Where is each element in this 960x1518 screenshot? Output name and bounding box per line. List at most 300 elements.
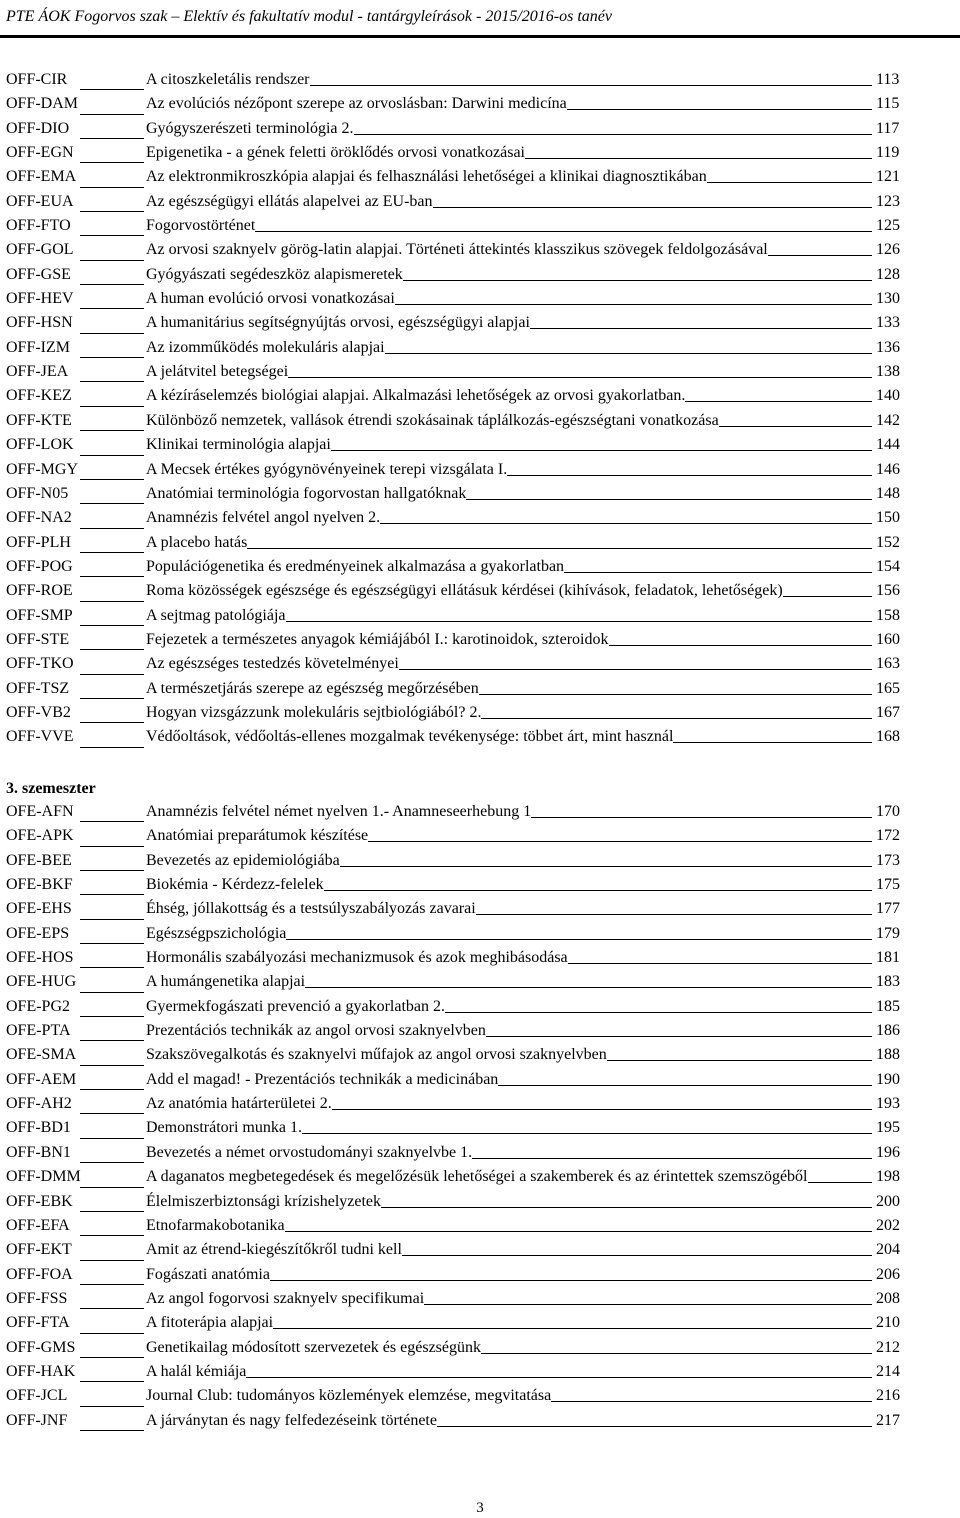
code-leader-line — [80, 576, 144, 577]
course-title: Hogyan vizsgázzunk molekuláris sejtbiológiából? 2. — [146, 703, 482, 721]
toc-entry — [0, 1192, 960, 1216]
course-code: OFE-AFN — [6, 803, 74, 820]
page-ref: 198 — [876, 1168, 900, 1186]
code-leader-line — [80, 235, 144, 236]
course-code: OFF-BN1 — [6, 1143, 71, 1161]
title-leader-line — [286, 939, 872, 940]
toc-entry — [0, 948, 960, 972]
page-ref: 193 — [876, 1095, 900, 1113]
page-ref: 121 — [876, 168, 900, 186]
toc-entry — [0, 727, 960, 751]
course-code: OFF-EKT — [6, 1241, 72, 1259]
toc-entry — [0, 1070, 960, 1094]
toc-entry — [0, 1265, 960, 1289]
page-ref: 115 — [876, 95, 900, 113]
code-leader-line — [80, 406, 144, 407]
title-leader-line — [564, 572, 872, 573]
course-title-cell — [146, 1192, 872, 1212]
page-ref: 172 — [876, 827, 900, 845]
page-ref: 200 — [876, 1192, 900, 1210]
course-code: OFF-PLH — [6, 533, 71, 551]
title-leader-line — [246, 1377, 872, 1378]
toc-entry — [0, 119, 960, 143]
course-title: Fogorvostörténet — [146, 217, 256, 235]
page-ref: 136 — [876, 338, 900, 356]
course-title-cell — [146, 924, 872, 944]
course-title-cell — [146, 1143, 872, 1163]
toc-entry — [0, 654, 960, 678]
title-leader-line — [273, 1328, 872, 1329]
code-leader-line — [80, 528, 144, 529]
course-title-cell — [146, 1216, 872, 1236]
code-leader-line — [80, 187, 144, 188]
title-leader-line — [437, 1426, 872, 1427]
course-title: A humanitárius segítségnyújtás orvosi, egészségügyi alapjai — [146, 314, 530, 332]
course-title: Epigenetika - a gének feletti öröklődés orvosi vonatkozásai — [146, 144, 525, 162]
course-title-cell — [146, 703, 872, 723]
course-code: OFF-AH2 — [6, 1095, 72, 1113]
course-title: A természetjárás szerepe az egészség megőrzésében — [146, 679, 479, 697]
toc-entry — [0, 1289, 960, 1313]
course-title-cell — [146, 581, 872, 601]
course-title: Prezentációs technikák az angol orvosi szaknyelvben — [146, 1022, 486, 1040]
course-title-cell — [146, 411, 872, 431]
code-leader-line — [80, 722, 144, 723]
code-leader-line — [80, 1235, 144, 1236]
semester-heading: 3. szemeszter — [6, 780, 96, 797]
page-ref: 195 — [876, 1119, 900, 1137]
code-leader-line — [80, 870, 144, 871]
header-rule — [0, 35, 960, 38]
code-leader-line — [80, 1211, 144, 1212]
code-leader-line — [80, 894, 144, 895]
code-leader-line — [80, 1308, 144, 1309]
course-title: Gyógyászati segédeszköz alapismeretek — [146, 265, 403, 283]
title-leader-line — [808, 1182, 873, 1183]
toc-entry — [0, 679, 960, 703]
course-title-cell — [146, 1338, 872, 1358]
code-leader-line — [80, 1430, 144, 1431]
toc-entry — [0, 70, 960, 94]
course-title: Amit az étrend-kiegészítőkről tudni kell — [146, 1241, 402, 1259]
title-leader-line — [525, 158, 872, 159]
code-leader-line — [80, 821, 144, 822]
title-leader-line — [481, 1353, 872, 1354]
title-leader-line — [472, 1158, 872, 1159]
course-title-cell — [146, 435, 872, 455]
toc-entry — [0, 1021, 960, 1045]
code-leader-line — [80, 919, 144, 920]
title-leader-line — [530, 328, 872, 329]
page-ref: 125 — [876, 217, 900, 235]
course-title: Fogászati anatómia — [146, 1265, 270, 1283]
course-title-cell — [146, 533, 872, 553]
title-leader-line — [247, 548, 872, 549]
course-code: OFF-JCL — [6, 1387, 68, 1405]
title-leader-line — [368, 841, 872, 842]
title-leader-line — [310, 85, 873, 86]
course-code: OFF-DIO — [6, 119, 70, 137]
course-code: OFE-HUG — [6, 973, 77, 991]
course-title-cell — [146, 1118, 872, 1138]
course-title-cell — [146, 1313, 872, 1333]
course-title: Etnofarmakobotanika — [146, 1216, 285, 1234]
course-title: Az egészséges testedzés követelményei — [146, 655, 399, 673]
toc-entry — [0, 265, 960, 289]
code-leader-line — [80, 479, 144, 480]
toc-entry — [0, 240, 960, 264]
code-leader-line — [80, 967, 144, 968]
course-code: OFF-EMA — [6, 168, 77, 186]
page-ref: 128 — [876, 265, 900, 283]
course-title-cell — [146, 484, 872, 504]
course-code: OFF-VVE — [6, 728, 74, 746]
code-leader-line — [80, 846, 144, 847]
title-leader-line — [285, 1231, 872, 1232]
course-title: Genetikailag módosított szervezetek és egészségünk — [146, 1338, 481, 1356]
course-title-cell — [146, 167, 872, 187]
course-title: Az evolúciós nézőpont szerepe az orvoslásban: Darwini medicína — [146, 95, 567, 113]
course-code: OFF-IZM — [6, 338, 71, 356]
title-leader-line — [380, 523, 872, 524]
course-title: Az izomműködés molekuláris alapjai — [146, 338, 385, 356]
page-ref: 158 — [876, 606, 900, 624]
course-title: A halál kémiája — [146, 1362, 247, 1380]
title-leader-line — [332, 1109, 872, 1110]
toc-entry — [0, 533, 960, 557]
toc-entry — [0, 875, 960, 899]
code-leader-line — [80, 1065, 144, 1066]
course-title-cell — [146, 1070, 872, 1090]
toc-entry — [0, 1167, 960, 1191]
title-leader-line — [531, 817, 872, 818]
course-code: OFF-TSZ — [6, 679, 70, 697]
title-leader-line — [719, 426, 872, 427]
course-code: OFF-ROE — [6, 582, 73, 600]
course-title: Anamnézis felvétel angol nyelven 2. — [146, 509, 381, 527]
page-ref: 202 — [876, 1216, 900, 1234]
title-leader-line — [466, 499, 872, 500]
toc-entry — [0, 1143, 960, 1167]
title-leader-line — [568, 963, 872, 964]
page-ref: 208 — [876, 1289, 900, 1307]
course-title-cell — [146, 1265, 872, 1285]
code-leader-line — [80, 747, 144, 748]
course-title-cell — [146, 1386, 872, 1406]
course-title-cell — [146, 508, 872, 528]
course-title: Demonstrátori munka 1. — [146, 1119, 302, 1137]
title-leader-line — [270, 1280, 872, 1281]
course-title-cell — [146, 630, 872, 650]
page-ref: 138 — [876, 363, 900, 381]
toc-entry — [0, 289, 960, 313]
title-leader-line — [424, 1304, 872, 1305]
toc-entry — [0, 362, 960, 386]
course-title-cell — [146, 1289, 872, 1309]
title-leader-line — [768, 255, 872, 256]
course-code: OFE-BKF — [6, 876, 73, 894]
course-code: OFF-DMM — [6, 1168, 81, 1186]
title-leader-line — [783, 596, 872, 597]
code-leader-line — [80, 1016, 144, 1017]
course-title-cell — [146, 1240, 872, 1260]
page-ref: 181 — [876, 949, 900, 967]
course-code: OFF-KTE — [6, 411, 72, 429]
code-leader-line — [80, 455, 144, 456]
title-leader-line — [551, 1401, 872, 1402]
toc-entry — [0, 338, 960, 362]
title-leader-line — [685, 401, 872, 402]
toc-entry — [0, 1362, 960, 1386]
course-title-cell — [146, 70, 872, 90]
title-leader-line — [402, 1255, 872, 1256]
course-code: OFF-FTA — [6, 1314, 70, 1332]
course-code: OFE-PG2 — [6, 997, 71, 1015]
toc-entry — [0, 703, 960, 727]
page-ref: 165 — [876, 679, 900, 697]
code-leader-line — [80, 430, 144, 431]
title-leader-line — [305, 987, 872, 988]
course-title: Roma közösségek egészsége és egészségügyi ellátásuk kérdései (kihívások, feladatok, lehetőségek) — [146, 582, 783, 600]
page-ref: 217 — [876, 1411, 900, 1429]
course-code: OFF-STE — [6, 630, 70, 648]
page-ref: 154 — [876, 557, 900, 575]
course-code: OFF-AEM — [6, 1070, 77, 1088]
page-ref: 188 — [876, 1046, 900, 1064]
course-title-cell — [146, 851, 872, 871]
code-leader-line — [80, 381, 144, 382]
course-title-cell — [146, 1045, 872, 1065]
code-leader-line — [80, 1260, 144, 1261]
code-leader-line — [80, 1089, 144, 1090]
page-ref: 144 — [876, 436, 900, 454]
course-title-cell — [146, 362, 872, 382]
course-code: OFF-SMP — [6, 606, 73, 624]
page-ref: 173 — [876, 851, 900, 869]
toc-entry — [0, 386, 960, 410]
code-leader-line — [80, 649, 144, 650]
course-title-cell — [146, 119, 872, 139]
page-ref: 186 — [876, 1022, 900, 1040]
code-leader-line — [80, 943, 144, 944]
page-ref: 177 — [876, 900, 900, 918]
page-ref: 117 — [876, 119, 900, 137]
page-ref: 152 — [876, 533, 900, 551]
toc-entry — [0, 411, 960, 435]
toc-entry — [0, 143, 960, 167]
course-title: Klinikai terminológia alapjai — [146, 436, 331, 454]
course-title: A citoszkeletális rendszer — [146, 71, 310, 88]
page-ref: 160 — [876, 630, 900, 648]
toc-entry — [0, 1118, 960, 1142]
title-leader-line — [498, 1085, 872, 1086]
page-ref: 150 — [876, 509, 900, 527]
course-title-cell — [146, 216, 872, 236]
course-title: Add el magad! - Prezentációs technikák a medicinában — [146, 1070, 499, 1088]
course-code: OFF-GMS — [6, 1338, 76, 1356]
title-leader-line — [433, 207, 872, 208]
course-code: OFF-FOA — [6, 1265, 73, 1283]
course-title-cell — [146, 557, 872, 577]
course-code: OFF-POG — [6, 557, 73, 575]
page-ref: 190 — [876, 1070, 900, 1088]
course-code: OFF-NA2 — [6, 509, 72, 527]
code-leader-line — [80, 162, 144, 163]
course-code: OFF-DAM — [6, 95, 79, 113]
page-ref: 156 — [876, 582, 900, 600]
course-title: Az elektronmikroszkópia alapjai és felhasználási lehetőségei a klinikai diagnosztikában — [146, 168, 707, 186]
code-leader-line — [80, 114, 144, 115]
code-leader-line — [80, 357, 144, 358]
course-title-cell — [146, 654, 872, 674]
course-code: OFF-EGN — [6, 144, 74, 162]
code-leader-line — [80, 260, 144, 261]
toc-entry — [0, 167, 960, 191]
page-ref: 216 — [876, 1387, 900, 1405]
code-leader-line — [80, 601, 144, 602]
title-leader-line — [486, 1036, 872, 1037]
course-code: OFF-FTO — [6, 217, 71, 235]
code-leader-line — [80, 138, 144, 139]
header-title: PTE ÁOK Fogorvos szak – Elektív és fakultatív modul - tantárgyleírások - 2015/2016-os tanév — [6, 8, 612, 25]
page-ref: 123 — [876, 192, 900, 210]
toc-entry — [0, 1045, 960, 1069]
toc-entry — [0, 972, 960, 996]
title-leader-line — [286, 621, 872, 622]
course-title: A placebo hatás — [146, 533, 248, 551]
course-title: Anatómiai terminológia fogorvostan hallgatóknak — [146, 484, 467, 502]
course-title-cell — [146, 289, 872, 309]
title-leader-line — [399, 669, 872, 670]
title-leader-line — [288, 377, 872, 378]
course-title-cell — [146, 1094, 872, 1114]
course-title: A kézíráselemzés biológiai alapjai. Alkalmazási lehetőségek az orvosi gyakorlatban. — [146, 387, 686, 405]
course-title-cell — [146, 1021, 872, 1041]
course-code: OFF-JEA — [6, 363, 69, 381]
course-code: OFE-SMA — [6, 1046, 77, 1064]
course-title: Élelmiszerbiztonsági krízishelyzetek — [146, 1192, 382, 1210]
title-leader-line — [567, 109, 872, 110]
course-title-cell — [146, 386, 872, 406]
title-leader-line — [479, 694, 872, 695]
toc-entry — [0, 581, 960, 605]
toc-entry — [0, 630, 960, 654]
course-title: A human evolúció orvosi vonatkozásai — [146, 290, 395, 308]
page-ref: 185 — [876, 997, 900, 1015]
course-title-cell — [146, 875, 872, 895]
course-title: Bevezetés az epidemiológiába — [146, 851, 340, 869]
toc-entry — [0, 802, 960, 826]
title-leader-line — [507, 475, 872, 476]
course-title-cell — [146, 265, 872, 285]
page-ref: 130 — [876, 290, 900, 308]
toc-section-2nd-semester — [0, 70, 960, 752]
code-leader-line — [80, 1357, 144, 1358]
title-leader-line — [302, 1133, 872, 1134]
course-code: OFF-GOL — [6, 241, 74, 259]
toc-entry — [0, 1240, 960, 1264]
course-code: OFF-GSE — [6, 265, 71, 283]
course-title-cell — [146, 679, 872, 699]
course-code: OFE-EPS — [6, 924, 70, 942]
title-leader-line — [476, 914, 872, 915]
course-title-cell — [146, 1411, 872, 1431]
code-leader-line — [80, 211, 144, 212]
course-title: Az egészségügyi ellátás alapelvei az EU-ban — [146, 192, 433, 210]
title-leader-line — [403, 280, 872, 281]
course-title: Védőoltások, védőoltás-ellenes mozgalmak tevékenysége: többet árt, mint használ — [146, 728, 674, 746]
page-ref: 133 — [876, 314, 900, 332]
toc-entry — [0, 508, 960, 532]
page-ref: 146 — [876, 460, 900, 478]
toc-entry — [0, 851, 960, 875]
course-title-cell — [146, 948, 872, 968]
course-code: OFF-EUA — [6, 192, 74, 210]
toc-entry — [0, 997, 960, 1021]
title-leader-line — [381, 1207, 872, 1208]
course-title: Különböző nemzetek, vallások étrendi szokásainak táplálkozás-egészségtani vonatkozása — [146, 411, 719, 429]
course-code: OFF-HEV — [6, 290, 74, 308]
course-code: OFE-BEE — [6, 851, 72, 869]
course-title: Gyógyszerészeti terminológia 2. — [146, 119, 354, 137]
page-number: 3 — [476, 1500, 484, 1516]
course-title-cell — [146, 1167, 872, 1187]
course-title-cell — [146, 192, 872, 212]
toc-entry — [0, 192, 960, 216]
title-leader-line — [385, 353, 872, 354]
page-ref: 204 — [876, 1241, 900, 1259]
course-title: A daganatos megbetegedések és megelőzésük lehetőségei a szakemberek és az érintettek szemszögéből — [146, 1168, 808, 1186]
course-title-cell — [146, 826, 872, 846]
course-title-cell — [146, 338, 872, 358]
code-leader-line — [80, 1284, 144, 1285]
course-code: OFF-HSN — [6, 314, 73, 332]
course-code: OFF-EBK — [6, 1192, 73, 1210]
toc-section-3rd-semester — [0, 802, 960, 1435]
code-leader-line — [80, 1040, 144, 1041]
toc-entry — [0, 924, 960, 948]
course-title: Az anatómia határterületei 2. — [146, 1095, 332, 1113]
page-ref: 168 — [876, 728, 900, 746]
page-ref: 212 — [876, 1338, 900, 1356]
toc-entry — [0, 216, 960, 240]
toc-entry — [0, 1216, 960, 1240]
title-leader-line — [609, 645, 873, 646]
toc-entry — [0, 94, 960, 118]
course-title: Az angol fogorvosi szaknyelv specifikumai — [146, 1289, 425, 1307]
code-leader-line — [80, 1138, 144, 1139]
course-code: OFF-TKO — [6, 655, 74, 673]
course-code: OFE-EHS — [6, 900, 72, 918]
course-title: Az orvosi szaknyelv görög-latin alapjai. Történeti áttekintés klasszikus szövegek feldolgozásával — [146, 241, 768, 259]
page-ref: 142 — [876, 411, 900, 429]
toc-entry — [0, 1094, 960, 1118]
page-ref: 163 — [876, 655, 900, 673]
course-title-cell — [146, 899, 872, 919]
toc-entry — [0, 1411, 960, 1435]
course-title-cell — [146, 802, 872, 822]
toc-entry — [0, 1386, 960, 1410]
title-leader-line — [331, 450, 872, 451]
code-leader-line — [80, 698, 144, 699]
page-ref: 196 — [876, 1143, 900, 1161]
code-leader-line — [80, 89, 144, 90]
course-title-cell — [146, 606, 872, 626]
toc-entry — [0, 1338, 960, 1362]
course-title: Anatómiai preparátumok készítése — [146, 827, 369, 845]
title-leader-line — [354, 134, 873, 135]
page-ref: 175 — [876, 876, 900, 894]
